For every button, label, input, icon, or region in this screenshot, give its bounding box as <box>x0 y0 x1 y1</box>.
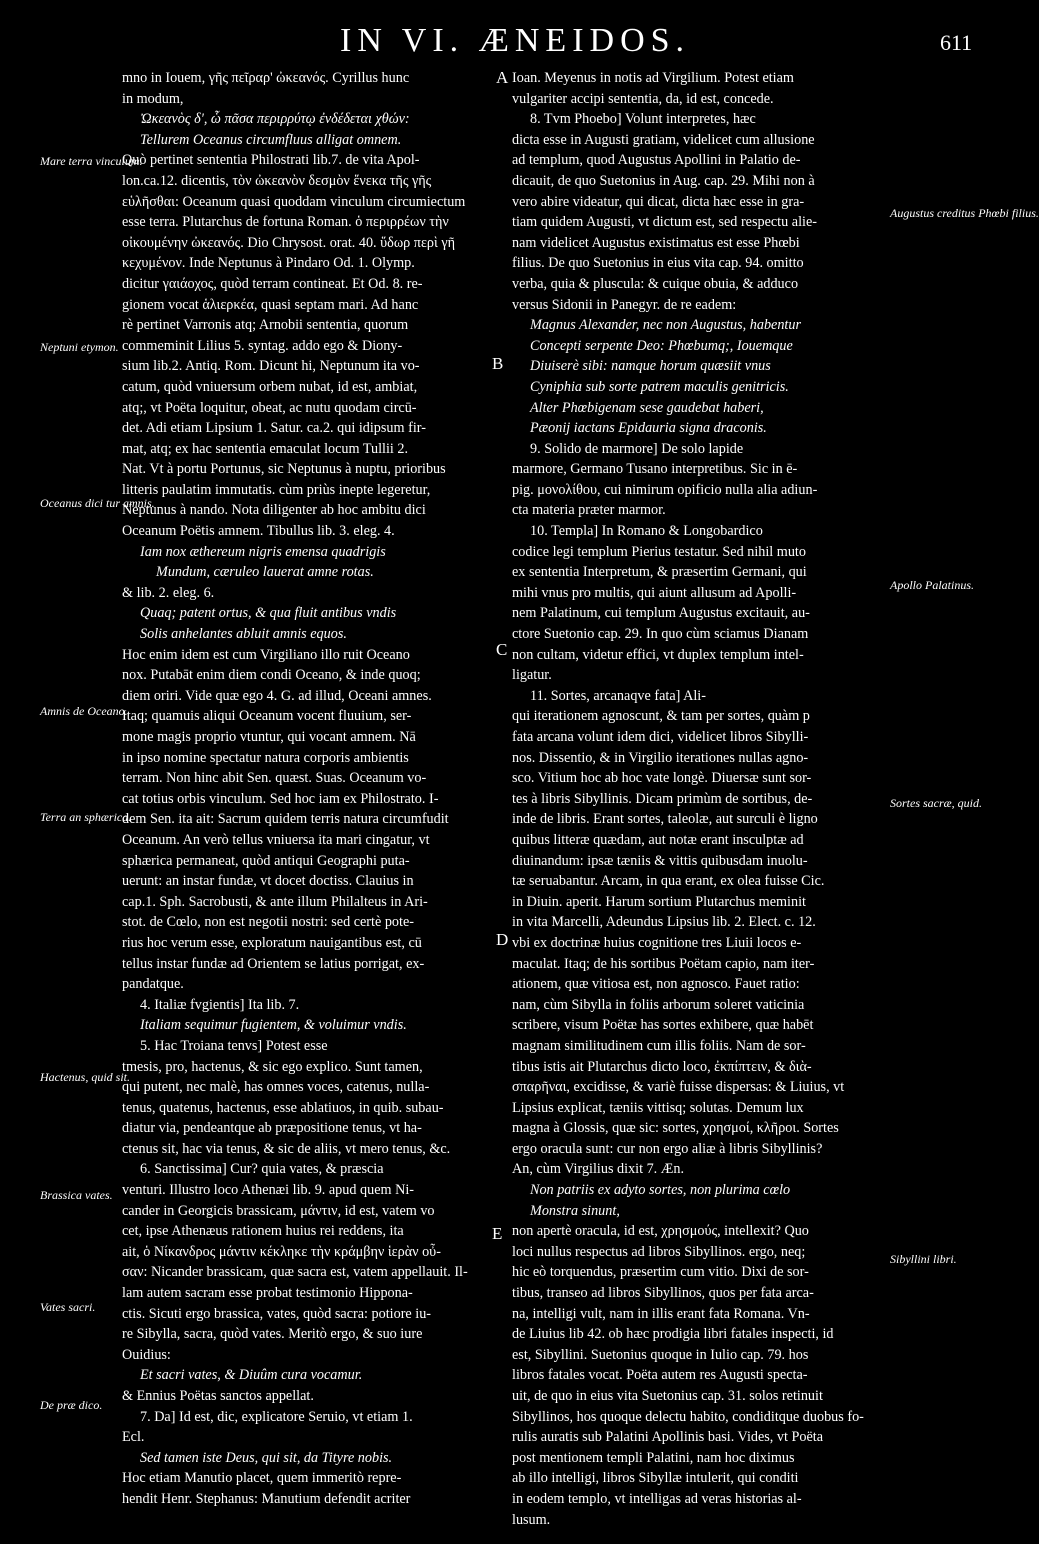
text-line: nam, cùm Sibylla in foliis arborum soleret vaticinia <box>512 996 805 1013</box>
text-line: Magnus Alexander, nec non Augustus, habentur <box>530 317 801 334</box>
text-line: κεχυμένον. Inde Neptunus à Pindaro Od. 1. Olymp. <box>122 255 415 272</box>
margin-note-left: Vates sacri. <box>40 1300 96 1314</box>
text-line: 8. Tvm Phoebo] Volunt interpretes, hæc <box>530 111 756 128</box>
text-line: σπαρῆναι, excidisse, & variè fuisse dispersas: & Liuius, vt <box>512 1079 845 1096</box>
text-line: An, cùm Virgilius dixit 7. Æn. <box>512 1161 685 1178</box>
text-line: catum, quòd vniuersum orbem nubat, id est, ambiat, <box>122 378 418 395</box>
text-line: magna à Glossis, quæ sic: sortes, χρησμοί, κλῆροι. Sortes <box>512 1120 839 1137</box>
margin-note-left: Oceanus dici tur amnis. <box>40 496 155 510</box>
text-line: codice legi templum Pierius testatur. Sed nihil muto <box>512 543 806 560</box>
text-line: Ecl. <box>122 1429 145 1446</box>
text-line: 4. Italiæ fvgientis] Ita lib. 7. <box>140 996 300 1013</box>
text-line: nox. Putabāt enim diem condi Oceano, & inde quoq; <box>122 667 421 684</box>
text-line: Diuiserè sibi: namque horum quæsiit vnus <box>530 358 771 375</box>
text-line: 7. Da] Id est, dic, explicatore Seruio, vt etiam 1. <box>140 1408 413 1425</box>
left-text-column <box>122 68 503 1510</box>
text-line: Quaq; patent ortus, & qua fluit antibus vndis <box>140 605 397 622</box>
text-line: Sibyllinos, hos quoque delectu habito, condiditque duobus fo- <box>512 1408 864 1425</box>
text-line: in eodem templo, vt intelligas ad veras historias al- <box>512 1490 802 1507</box>
text-line: ait, ὁ Νίκανδρος μάντιν κέκληκε τὴν κράμβην ἱερὰν οὖ- <box>122 1243 441 1260</box>
text-line: Monstra sinunt, <box>530 1202 620 1219</box>
text-line: vero abire videatur, qui dicat, dicta hæc esse in gra- <box>512 193 805 210</box>
text-line: nam videlicet Augustus existimatus est esse Phœbi <box>512 234 800 251</box>
text-line: ctenus sit, hac via tenus, & sic de aliis, vt mero tenus, &c. <box>122 1140 451 1157</box>
text-line: ctis. Sicuti ergo brassica, vates, quòd sacra: potiore iu- <box>122 1305 432 1322</box>
text-line: uit, de quo in eius vita Suetonius cap. 31. solos retinuit <box>512 1388 823 1404</box>
text-line: Et sacri vates, & Diuûm cura vocamur. <box>140 1367 363 1384</box>
text-line: in ipso nomine spectatur natura corporis ambientis <box>122 749 409 766</box>
page-number: 611 <box>940 30 973 55</box>
text-line: rius hoc verum esse, exploratum nauigantibus est, cū <box>122 934 422 951</box>
text-line: Sed tamen iste Deus, qui sit, da Tityre nobis. <box>140 1449 393 1466</box>
text-line: cap.1. Sph. Sacrobusti, & ante illum Philalteus in Ari- <box>122 893 428 910</box>
text-line: Quò pertinet sententia Philostrati lib.7. de vita Apol- <box>122 152 420 169</box>
text-line: loci nullus respectus ad libros Sibyllinos. ergo, neq; <box>512 1243 806 1260</box>
text-line: uerunt: an instar fundæ, vt docet doctiss. Clauius in <box>122 873 414 890</box>
text-line: maculat. Itaq; de his sortibus Poëtam capio, nam iter- <box>512 955 815 972</box>
margin-note-right: Sibyllini libri. <box>890 1252 957 1266</box>
text-line: ex sententia Interpretum, & præsertim Germani, qui <box>512 564 807 581</box>
text-line: dem Sen. ita ait: Sacrum quidem terris natura circumfudit <box>122 811 449 828</box>
text-line: Pæonij iactans Epidauria signa draconis. <box>530 420 767 437</box>
text-line: non cultam, videtur effici, vt duplex templum intel- <box>512 646 804 663</box>
text-line: in vita Marcelli, Adeundus Lipsius lib. 2. Elect. c. 12. <box>512 914 816 931</box>
margin-note-left: Terra an sphærica. <box>40 810 132 824</box>
text-line: 11. Sortes, arcanaqve fata] Ali- <box>530 687 706 704</box>
text-line: ad templum, quod Augustus Apollini in Palatio de- <box>512 152 801 169</box>
running-head: IN VI. ÆNEIDOS. <box>340 22 691 59</box>
text-line: fata arcana volunt idem dici, videlicet libros Sibylli- <box>512 729 809 745</box>
text-line: filius. De quo Suetonius in eius vita cap. 94. omitto <box>512 255 804 272</box>
text-line: Cyniphia sub sorte patrem maculis genitricis. <box>530 378 789 395</box>
text-line: mihi vnus pro multis, qui aiunt allusum ad Apolli- <box>512 584 797 601</box>
text-line: rè pertinet Varronis atq; Arnobii sententia, quorum <box>122 317 409 334</box>
text-line: qui putent, nec malè, has omnes voces, catenus, nulla- <box>122 1079 430 1096</box>
margin-note-left: Amnis de Oceano. <box>40 704 128 718</box>
text-line: 6. Sanctissima] Cur? quia vates, & præscia <box>140 1161 384 1178</box>
text-line: ligatur. <box>512 667 552 684</box>
text-line: mone magis proprio vtuntur, qui vocant amnem. Nā <box>122 729 416 745</box>
text-line: Non patriis ex adyto sortes, non plurima cœlo <box>530 1182 791 1199</box>
text-line: stot. de Cœlo, non est negotii nostri: sed certè pote- <box>122 914 414 931</box>
text-line: Solis anhelantes abluit amnis equos. <box>140 626 347 643</box>
text-line: verba, quia & pluscula: & cuique obuia, & adduco <box>512 275 799 292</box>
text-line: hic eò torquendus, præsertim cum vitio. Dixi de sor- <box>512 1264 809 1281</box>
text-line: vulgariter accipi sententia, da, id est, concede. <box>512 90 774 107</box>
text-line: tmesis, pro, hactenus, & sic ego explico. Sunt tamen, <box>122 1058 423 1075</box>
text-line: & Ennius Poëtas sanctos appellat. <box>122 1388 314 1404</box>
text-line: tiam quidem Augusti, vt dictum est, sed respectu alie- <box>512 214 817 231</box>
text-line: magnam similitudinem cum illis foliis. Nam de sor- <box>512 1037 806 1054</box>
text-line: Ioan. Meyenus in notis ad Virgilium. Potest etiam <box>512 70 794 86</box>
margin-note-left: Neptuni etymon. <box>40 340 119 354</box>
text-line: mno in Iouem, γῆς πεῖραρ' ὠκεανός. Cyrillus hunc <box>122 70 410 86</box>
text-line: vbi ex doctrinæ huius cognitione tres Liuii locos e- <box>512 934 802 951</box>
text-line: re Sibylla, sacra, quòd vates. Meritò ergo, & suo iure <box>122 1326 423 1343</box>
text-line: diem oriri. Vide quæ ego 4. G. ad illud, Oceani amnes. <box>122 687 432 704</box>
text-line: quibus litteræ quædam, aut notæ erant insculptæ ad <box>512 831 804 848</box>
text-line: Tellurem Oceanus circumfluus alligat omnem. <box>140 131 402 148</box>
text-line: sphærica permaneat, quòd antiqui Geographi puta- <box>122 852 410 869</box>
text-line: diuinandum: ipsæ tæniis & vittis quibusdam inuolu- <box>512 852 808 869</box>
text-line: marmore, Germano Tusano interpretibus. Sic in ē- <box>512 461 798 478</box>
text-line: est, Sibyllini. Suetonius quoque in Iulio cap. 79. hos <box>512 1346 809 1363</box>
text-line: ab illo intelligi, libros Sibyllæ intulerit, qui conditi <box>512 1470 799 1487</box>
text-line: εὑλῆσθαι: Oceanum quasi quoddam vinculum circumiectum <box>122 193 466 210</box>
text-line: Concepti serpente Deo: Phœbumq;, Iouemque <box>530 337 793 354</box>
section-letter-c: C <box>496 640 508 659</box>
text-line: non apertè oracula, id est, χρησμούς, intellexit? Quo <box>512 1223 809 1240</box>
margin-note-left: Mare terra vinculum. <box>40 154 143 168</box>
text-line: inde de libris. Erant sortes, taleolæ, aut surculi è ligno <box>512 811 818 828</box>
text-line: 5. Hac Troiana tenvs] Potest esse <box>140 1037 328 1054</box>
text-line: scribere, visum Poëtæ has sortes exhibere, quæ habēt <box>512 1017 814 1034</box>
text-line: pandatque. <box>122 976 184 993</box>
page-header <box>0 22 1000 66</box>
text-line: litteris paulatim immutatis. cùm priùs inepte legeretur, <box>122 481 431 498</box>
text-line: de Liuius lib 42. ob hæc prodigia libri fatales inspecti, id <box>512 1326 834 1343</box>
text-line: cet, ipse Athenæus rationem huius rei reddens, ita <box>122 1223 404 1240</box>
text-line: na, intelligi vult, nam in illis erant fata Romana. Vn- <box>512 1305 810 1322</box>
text-line: Lipsius explicat, tæniis vittisq; solutas. Demum lux <box>512 1099 804 1116</box>
text-line: οἰκουμένην ὠκεανός. Dio Chrysost. orat. 40. ὕδωρ περὶ γῆ <box>122 234 456 251</box>
text-line: nos. Dissentio, & in Virgilio iterationes nullas agno- <box>512 749 809 766</box>
text-line: Alter Phœbigenam sese gaudebat haberi, <box>530 399 764 416</box>
text-line: pig. μονολίθου, cui nimirum opificio nulla alia adiun- <box>512 481 818 498</box>
margin-note-right: Augustus creditus Phœbi filius. <box>890 206 1039 220</box>
text-line: Mundum, cæruleo lauerat amne rotas. <box>156 564 374 581</box>
text-line: dicauit, de quo Suetonius in Aug. cap. 29. Mihi non à <box>512 172 815 189</box>
text-line: tenus, quatenus, hactenus, esse ablatiuos, in quib. subau- <box>122 1099 444 1116</box>
text-line: cta materia præter marmor. <box>512 502 666 519</box>
text-line: dicitur γαιάοχος, quòd terram contineat. Et Od. 8. re- <box>122 275 423 292</box>
text-line: sium lib.2. Antiq. Rom. Dicunt hi, Neptunum ita vo- <box>122 358 420 375</box>
text-line: lon.ca.12. dicentis, τὸν ὠκεανὸν δεσμὸν ἕνεκα τῆς γῆς <box>122 172 432 189</box>
text-line: cat totius orbis vinculum. Sed hoc iam ex Philostrato. I- <box>122 790 439 807</box>
text-line: terram. Non hinc abit Sen. quæst. Suas. Oceanum vo- <box>122 770 427 787</box>
text-line: tellus instar fundæ ad Orientem se latius porrigat, ex- <box>122 955 425 972</box>
text-line: Hoc enim idem est cum Virgiliano illo ruit Oceano <box>122 646 410 663</box>
text-line: atq;, vt Poëta loquitur, obeat, ac nutu quodam circū- <box>122 399 417 416</box>
text-line: Italiam sequimur fugientem, & voluimur vndis. <box>140 1017 407 1034</box>
text-line: σαν: Nicander brassicam, quæ sacra est, vatem appellauit. Il- <box>122 1264 468 1281</box>
text-line: cander in Georgicis brassicam, μάντιν, id est, vatem vo <box>122 1202 435 1219</box>
margin-note-left: Brassica vates. <box>40 1188 113 1202</box>
text-line: ctore Suetonio cap. 29. In quo cùm sciamus Dianam <box>512 626 809 643</box>
text-line: dicta esse in Augusti gratiam, videlicet cum allusione <box>512 131 815 148</box>
text-line: & lib. 2. eleg. 6. <box>122 584 215 601</box>
text-line: Iam nox æthereum nigris emensa quadrigis <box>140 543 386 560</box>
text-line: nem Palatinum, cui templum Augustus excitauit, au- <box>512 605 810 622</box>
text-line: post mentionem templi Palatini, nam hoc diximus <box>512 1449 795 1466</box>
text-line: venturi. Illustro loco Athenæi lib. 9. apud quem Ni- <box>122 1182 414 1199</box>
section-letter-d: D <box>496 930 509 949</box>
text-line: in Diuin. aperit. Harum sortium Plutarchus meminit <box>512 893 806 910</box>
text-line: Itaq; quamuis aliqui Oceanum vocent fluuium, ser- <box>122 708 412 725</box>
text-line: qui iterationem agnoscunt, & tam per sortes, quàm p <box>512 708 810 725</box>
text-line: esse terra. Plutarchus de fortuna Roman. ὁ περιρρέων τὴν <box>122 214 449 231</box>
margin-note-right: Sortes sacræ, quid. <box>890 796 983 810</box>
text-line: mat, atq; ex hac sententia emaculat locum Tullii 2. <box>122 440 409 457</box>
text-line: tibus istis ait Plutarchus dicto loco, ἐκπίπτειν, & διὰ- <box>512 1058 812 1075</box>
text-line: libros fatales vocat. Poëta autem res Augusti specta- <box>512 1367 808 1384</box>
text-line: sco. Vitium hoc ab hoc vate longè. Diuersæ sunt sor- <box>512 770 812 787</box>
text-line: Nat. Vt à portu Portunus, sic Neptunus à nuptu, prioribus <box>122 461 446 478</box>
text-line: in modum, <box>122 90 184 107</box>
text-line: Oceanum Poëtis amnem. Tibullus lib. 3. eleg. 4. <box>122 523 395 540</box>
text-line: Hoc etiam Manutio placet, quem immeritò repre- <box>122 1470 402 1487</box>
right-text-column <box>512 68 888 1530</box>
text-line: rulis auratis sub Palatini Apollinis basi. Vides, vt Poëta <box>512 1429 823 1446</box>
text-line: 9. Solido de marmore] De solo lapide <box>530 440 744 457</box>
text-line: ationem, quæ vitiosa est, non agnosco. Fauet ratio: <box>512 976 800 993</box>
text-line: lusum. <box>512 1511 551 1528</box>
text-line: tæ seruabantur. Arcam, in qua erant, ex olea fuisse Cic. <box>512 873 825 890</box>
text-line: Oceanum. An verò tellus vniuersa ita mari cingatur, vt <box>122 831 430 848</box>
text-line: 10. Templa] In Romano & Longobardico <box>530 523 763 540</box>
margin-note-left: Hactenus, quid sit. <box>40 1070 130 1084</box>
text-line: det. Adi etiam Lipsium 1. Satur. ca.2. qui idipsum fir- <box>122 420 426 437</box>
text-line: tibus, transeo ad libros Sibyllinos, quos per fata arca- <box>512 1285 814 1302</box>
margin-note-left: De præ dico. <box>40 1398 103 1412</box>
text-line: commeminit Lilius 5. syntag. addo ego & Diony- <box>122 337 403 354</box>
text-line: Neptunus à nando. Nota diligenter ab hoc ambitu dici <box>122 502 426 519</box>
text-line: diatur via, pendeantque ab præpositione tenus, vt ha- <box>122 1120 422 1137</box>
text-line: Ὠκεανὸς δ', ὧ πᾶσα περιρρύτῳ ἐνδέδεται χθών: <box>140 111 410 128</box>
text-line: lam autem sacram esse probat testimonio Hippona- <box>122 1285 413 1302</box>
section-letter-b: B <box>492 354 504 373</box>
text-line: ergo oracula sunt: cur non ergo aliæ à libris Sibyllinis? <box>512 1140 823 1157</box>
section-letter-e: E <box>492 1224 503 1243</box>
text-line: tes à libris Sibyllinis. Dicam primùm de sortibus, de- <box>512 790 813 807</box>
margin-note-right: Apollo Palatinus. <box>890 578 974 592</box>
text-line: gionem vocat ἁλιερκέα, quasi septam mari. Ad hanc <box>122 296 419 313</box>
text-line: Ouidius: <box>122 1346 171 1363</box>
text-line: hendit Henr. Stephanus: Manutium defendit acriter <box>122 1490 411 1507</box>
section-letter-a: A <box>496 68 509 87</box>
text-line: versus Sidonii in Panegyr. de re eadem: <box>512 296 737 313</box>
